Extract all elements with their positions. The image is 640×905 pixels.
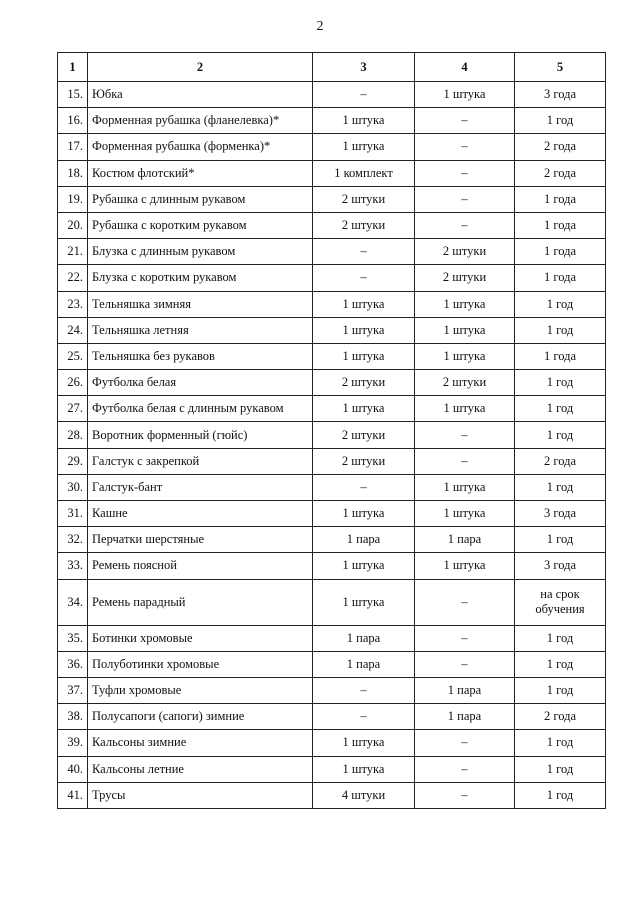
table-row	[58, 730, 606, 756]
qty-col-3: 1 штука	[313, 108, 415, 134]
item-name: Ремень парадный	[88, 579, 313, 625]
wear-period: 1 год	[515, 677, 606, 703]
table-row	[58, 782, 606, 808]
wear-period: 1 год	[515, 422, 606, 448]
qty-col-3: 2 штуки	[313, 212, 415, 238]
row-number: 32.	[58, 527, 88, 553]
wear-period: 1 года	[515, 343, 606, 369]
row-number: 40.	[58, 756, 88, 782]
wear-period: 1 год	[515, 108, 606, 134]
row-number: 41.	[58, 782, 88, 808]
row-number: 18.	[58, 160, 88, 186]
wear-period: 3 года	[515, 553, 606, 579]
qty-col-4: 1 штука	[415, 317, 515, 343]
qty-col-4: –	[415, 212, 515, 238]
qty-col-4: 1 пара	[415, 527, 515, 553]
wear-period: 2 года	[515, 134, 606, 160]
table-row	[58, 422, 606, 448]
table-row	[58, 134, 606, 160]
qty-col-4: –	[415, 730, 515, 756]
qty-col-3: 1 штука	[313, 730, 415, 756]
qty-col-4: –	[415, 756, 515, 782]
wear-period: 1 год	[515, 730, 606, 756]
row-number: 33.	[58, 553, 88, 579]
row-number: 21.	[58, 239, 88, 265]
wear-period: 1 года	[515, 239, 606, 265]
item-name: Рубашка с коротким рукавом	[88, 212, 313, 238]
header-col-5: 5	[515, 53, 606, 82]
table-row	[58, 317, 606, 343]
item-name: Галстук с закрепкой	[88, 448, 313, 474]
item-name: Юбка	[88, 82, 313, 108]
qty-col-3: 1 штука	[313, 396, 415, 422]
item-name: Ботинки хромовые	[88, 625, 313, 651]
row-number: 17.	[58, 134, 88, 160]
wear-period: 1 год	[515, 756, 606, 782]
qty-col-4: –	[415, 134, 515, 160]
qty-col-4: 2 штуки	[415, 239, 515, 265]
table-row	[58, 553, 606, 579]
row-number: 31.	[58, 501, 88, 527]
qty-col-3: 2 штуки	[313, 448, 415, 474]
table-row	[58, 527, 606, 553]
supply-norms-table	[57, 52, 606, 809]
qty-col-4: 1 штука	[415, 553, 515, 579]
item-name: Перчатки шерстяные	[88, 527, 313, 553]
item-name: Ремень поясной	[88, 553, 313, 579]
qty-col-3: 4 штуки	[313, 782, 415, 808]
table-row	[58, 625, 606, 651]
page-number: 2	[316, 19, 324, 34]
row-number: 27.	[58, 396, 88, 422]
qty-col-4: 1 штука	[415, 291, 515, 317]
qty-col-3: 1 комплект	[313, 160, 415, 186]
qty-col-4: –	[415, 625, 515, 651]
qty-col-4: –	[415, 422, 515, 448]
row-number: 39.	[58, 730, 88, 756]
table-row	[58, 704, 606, 730]
item-name: Футболка белая	[88, 370, 313, 396]
qty-col-4: –	[415, 186, 515, 212]
qty-col-4: 2 штуки	[415, 370, 515, 396]
item-name: Тельняшка без рукавов	[88, 343, 313, 369]
qty-col-3: –	[313, 82, 415, 108]
table-row	[58, 579, 606, 625]
qty-col-4: 1 штука	[415, 82, 515, 108]
qty-col-3: 2 штуки	[313, 186, 415, 212]
row-number: 16.	[58, 108, 88, 134]
qty-col-3: 1 штука	[313, 756, 415, 782]
qty-col-3: 1 штука	[313, 317, 415, 343]
wear-period: 2 года	[515, 448, 606, 474]
qty-col-3: 1 штука	[313, 343, 415, 369]
wear-period: 1 год	[515, 317, 606, 343]
qty-col-3: 1 пара	[313, 527, 415, 553]
table-row	[58, 448, 606, 474]
item-name: Футболка белая с длинным рукавом	[88, 396, 313, 422]
row-number: 22.	[58, 265, 88, 291]
table-row	[58, 396, 606, 422]
table-row	[58, 186, 606, 212]
wear-period: 1 год	[515, 370, 606, 396]
row-number: 34.	[58, 579, 88, 625]
qty-col-3: –	[313, 265, 415, 291]
item-name: Кальсоны зимние	[88, 730, 313, 756]
table-row	[58, 265, 606, 291]
qty-col-4: –	[415, 448, 515, 474]
wear-period: 1 год	[515, 625, 606, 651]
row-number: 19.	[58, 186, 88, 212]
qty-col-4: 1 пара	[415, 677, 515, 703]
qty-col-3: 1 штука	[313, 134, 415, 160]
header-col-4: 4	[415, 53, 515, 82]
wear-period: 1 года	[515, 186, 606, 212]
row-number: 36.	[58, 651, 88, 677]
table-row	[58, 82, 606, 108]
item-name: Тельняшка летняя	[88, 317, 313, 343]
wear-period: 1 год	[515, 291, 606, 317]
table-row	[58, 160, 606, 186]
qty-col-4: –	[415, 160, 515, 186]
item-name: Галстук-бант	[88, 474, 313, 500]
wear-period: 1 год	[515, 474, 606, 500]
row-number: 38.	[58, 704, 88, 730]
qty-col-3: –	[313, 239, 415, 265]
table-row	[58, 501, 606, 527]
qty-col-4: –	[415, 651, 515, 677]
qty-col-4: –	[415, 108, 515, 134]
wear-period: 2 года	[515, 704, 606, 730]
item-name: Трусы	[88, 782, 313, 808]
qty-col-4: 1 пара	[415, 704, 515, 730]
qty-col-3: 1 штука	[313, 579, 415, 625]
header-col-2: 2	[88, 53, 313, 82]
item-name: Кашне	[88, 501, 313, 527]
wear-period: 3 года	[515, 501, 606, 527]
header-col-1: 1	[58, 53, 88, 82]
qty-col-3: 2 штуки	[313, 422, 415, 448]
wear-period: 1 год	[515, 651, 606, 677]
qty-col-3: 1 штука	[313, 501, 415, 527]
row-number: 15.	[58, 82, 88, 108]
qty-col-4: –	[415, 579, 515, 625]
table-row	[58, 108, 606, 134]
table-row	[58, 212, 606, 238]
qty-col-4: –	[415, 782, 515, 808]
qty-col-4: 2 штуки	[415, 265, 515, 291]
table-row	[58, 474, 606, 500]
table-row	[58, 756, 606, 782]
row-number: 29.	[58, 448, 88, 474]
row-number: 24.	[58, 317, 88, 343]
wear-period: 1 года	[515, 212, 606, 238]
table-row	[58, 370, 606, 396]
wear-period: 1 год	[515, 396, 606, 422]
qty-col-4: 1 штука	[415, 343, 515, 369]
row-number: 20.	[58, 212, 88, 238]
table-body	[58, 82, 606, 809]
table-row	[58, 343, 606, 369]
table-row	[58, 651, 606, 677]
item-name: Воротник форменный (гюйс)	[88, 422, 313, 448]
table-row	[58, 291, 606, 317]
qty-col-3: 1 штука	[313, 291, 415, 317]
row-number: 28.	[58, 422, 88, 448]
row-number: 30.	[58, 474, 88, 500]
qty-col-4: 1 штука	[415, 474, 515, 500]
item-name: Блузка с длинным рукавом	[88, 239, 313, 265]
table-header-row	[58, 53, 606, 82]
wear-period: на срок обучения	[515, 579, 606, 625]
qty-col-3: –	[313, 677, 415, 703]
qty-col-3: 1 пара	[313, 651, 415, 677]
item-name: Форменная рубашка (форменка)*	[88, 134, 313, 160]
row-number: 35.	[58, 625, 88, 651]
row-number: 37.	[58, 677, 88, 703]
qty-col-3: –	[313, 704, 415, 730]
qty-col-3: 1 пара	[313, 625, 415, 651]
qty-col-3: 1 штука	[313, 553, 415, 579]
item-name: Рубашка с длинным рукавом	[88, 186, 313, 212]
item-name: Костюм флотский*	[88, 160, 313, 186]
row-number: 26.	[58, 370, 88, 396]
table-row	[58, 677, 606, 703]
item-name: Полусапоги (сапоги) зимние	[88, 704, 313, 730]
row-number: 25.	[58, 343, 88, 369]
item-name: Полуботинки хромовые	[88, 651, 313, 677]
item-name: Блузка с коротким рукавом	[88, 265, 313, 291]
table-row	[58, 239, 606, 265]
qty-col-4: 1 штука	[415, 501, 515, 527]
qty-col-3: –	[313, 474, 415, 500]
wear-period: 1 года	[515, 265, 606, 291]
wear-period: 2 года	[515, 160, 606, 186]
wear-period: 1 год	[515, 782, 606, 808]
item-name: Тельняшка зимняя	[88, 291, 313, 317]
qty-col-4: 1 штука	[415, 396, 515, 422]
wear-period: 3 года	[515, 82, 606, 108]
header-col-3: 3	[313, 53, 415, 82]
item-name: Форменная рубашка (фланелевка)*	[88, 108, 313, 134]
item-name: Кальсоны летние	[88, 756, 313, 782]
row-number: 23.	[58, 291, 88, 317]
wear-period: 1 год	[515, 527, 606, 553]
item-name: Туфли хромовые	[88, 677, 313, 703]
qty-col-3: 2 штуки	[313, 370, 415, 396]
